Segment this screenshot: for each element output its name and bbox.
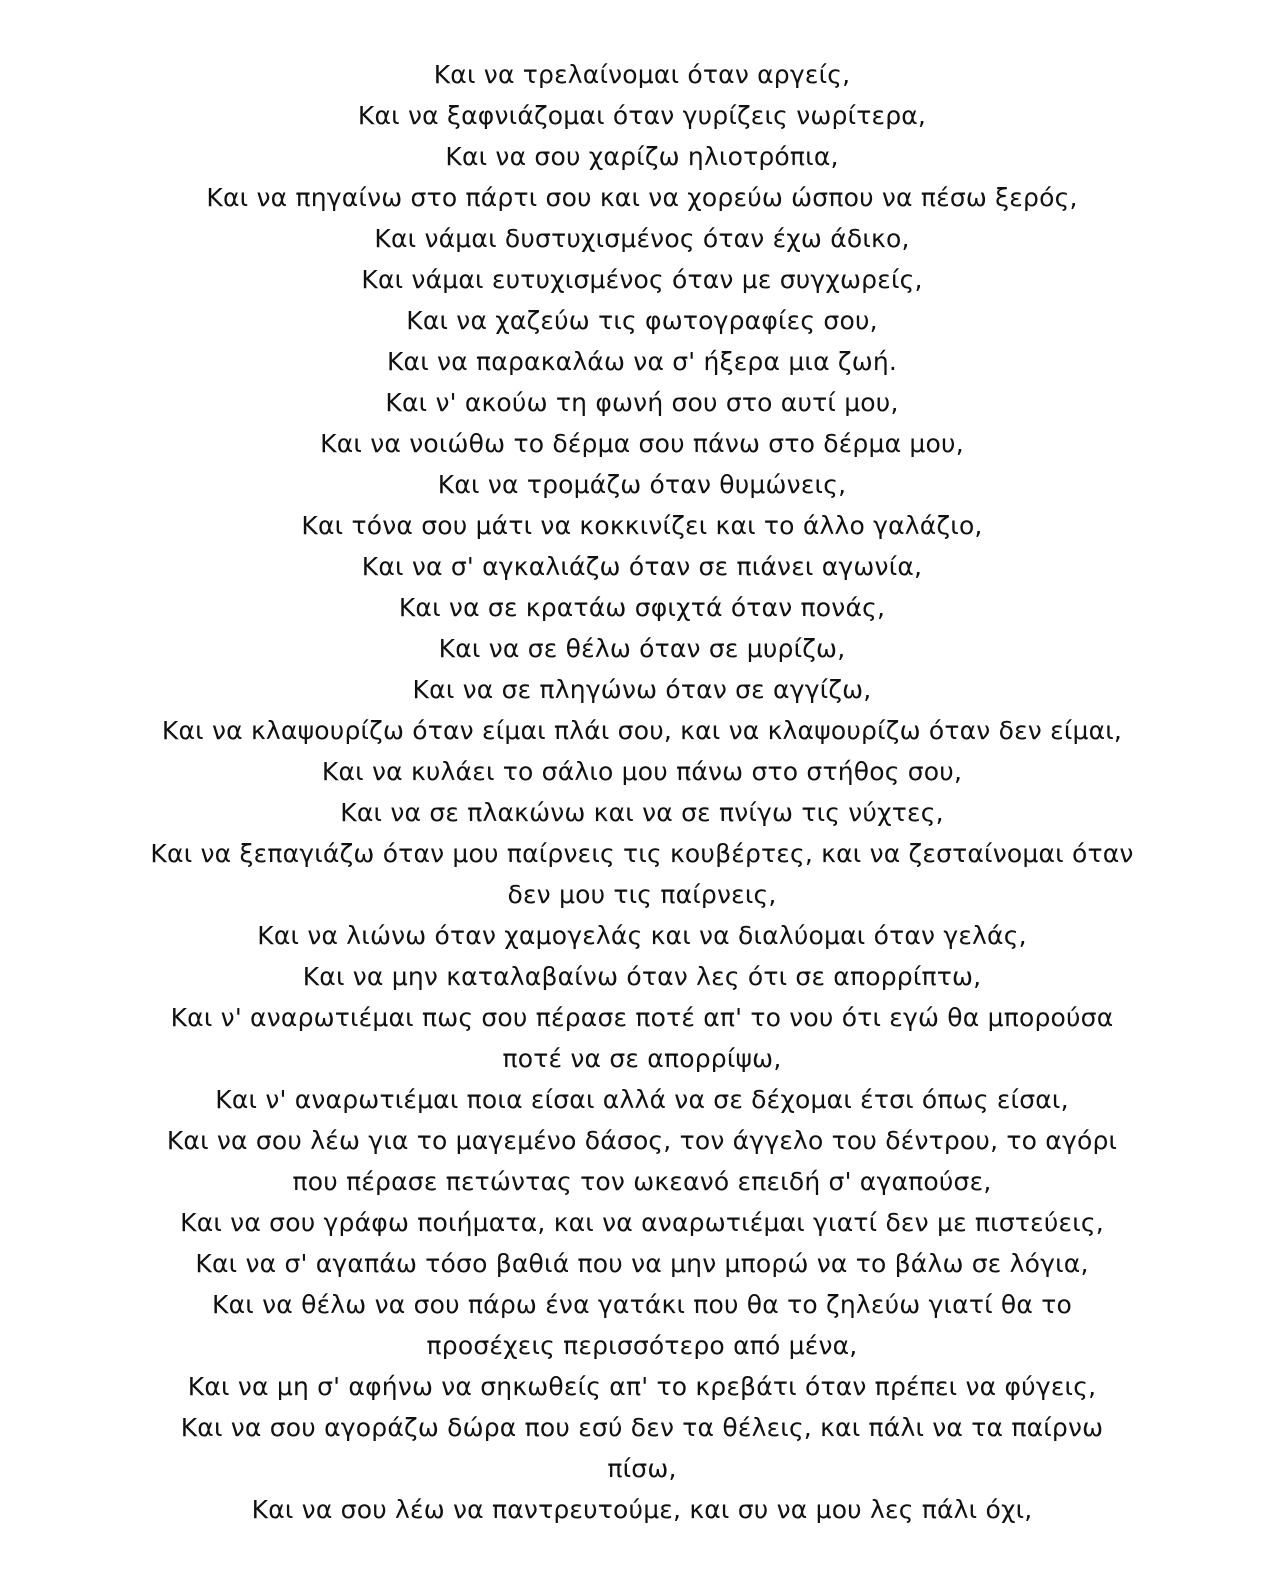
poem-line: Και να χαζεύω τις φωτογραφίες σου, [406, 306, 878, 335]
poem-line: Και να ξαφνιάζομαι όταν γυρίζεις νωρίτερα, [357, 101, 927, 130]
poem-line: Και να σου λέω να παντρευτούμε, και συ να μου λες πάλι όχι, [251, 1495, 1033, 1524]
poem-line: πίσω, [607, 1454, 677, 1483]
poem-line: Και να σε κρατάω σφιχτά όταν πονάς, [398, 593, 886, 622]
poem-line: Και να κυλάει το σάλιο μου πάνω στο στήθος σου, [321, 757, 963, 786]
poem-line: Και να ξεπαγιάζω όταν μου παίρνεις τις κουβέρτες, και να ζεσταίνομαι όταν [150, 839, 1134, 868]
poem-line: Και να τρελαίνομαι όταν αργείς, [433, 60, 851, 89]
poem-line: Και να σε πληγώνω όταν σε αγγίζω, [412, 675, 872, 704]
poem-line: Και νάμαι δυστυχισμένος όταν έχω άδικο, [374, 224, 910, 253]
poem-line: Και να σ' αγαπάω τόσο βαθιά που να μην μπορώ να το βάλω σε λόγια, [195, 1249, 1089, 1278]
poem-line: ποτέ να σε απορρίψω, [502, 1044, 782, 1073]
poem-line: Και να παρακαλάω να σ' ήξερα μια ζωή. [386, 347, 898, 376]
poem-line: Και νάμαι ευτυχισμένος όταν με συγχωρείς, [361, 265, 923, 294]
poem-text-block [0, 54, 1284, 1530]
poem-line: Και να σου λέω για το μαγεμένο δάσος, τον άγγελο του δέντρου, το αγόρι [166, 1126, 1118, 1155]
poem-line: Και να σου χαρίζω ηλιοτρόπια, [445, 142, 839, 171]
poem-line: Και τόνα σου μάτι να κοκκινίζει και το άλλο γαλάζιο, [301, 511, 983, 540]
poem-line: Και να πηγαίνω στο πάρτι σου και να χορεύω ώσπου να πέσω ξερός, [206, 183, 1078, 212]
poem-line: Και να νοιώθω το δέρμα σου πάνω στο δέρμα μου, [320, 429, 964, 458]
poem-line: Και να τρομάζω όταν θυμώνεις, [437, 470, 847, 499]
poem-line: δεν μου τις παίρνεις, [507, 880, 777, 909]
poem-line: Και ν' ακούω τη φωνή σου στο αυτί μου, [385, 388, 899, 417]
poem-line: Και να σου γράφω ποιήματα, και να αναρωτιέμαι γιατί δεν με πιστεύεις, [180, 1208, 1104, 1237]
poem-line: Και να μην καταλαβαίνω όταν λες ότι σε απορρίπτω, [302, 962, 982, 991]
poem-line: Και ν' αναρωτιέμαι ποια είσαι αλλά να σε δέχομαι έτσι όπως είσαι, [215, 1085, 1069, 1114]
poem-line: Και να μη σ' αφήνω να σηκωθείς απ' το κρεβάτι όταν πρέπει να φύγεις, [187, 1372, 1097, 1401]
poem-line: Και να κλαψουρίζω όταν είμαι πλάι σου, και να κλαψουρίζω όταν δεν είμαι, [161, 716, 1123, 745]
poem-line: Και ν' αναρωτιέμαι πως σου πέρασε ποτέ απ' το νου ότι εγώ θα μπορούσα [170, 1003, 1114, 1032]
poem-line: προσέχεις περισσότερο από μένα, [426, 1331, 858, 1360]
poem-line: Και να λιώνω όταν χαμογελάς και να διαλύομαι όταν γελάς, [257, 921, 1027, 950]
poem-line: Και να σου αγοράζω δώρα που εσύ δεν τα θέλεις, και πάλι να τα παίρνω [180, 1413, 1104, 1442]
poem-line: που πέρασε πετώντας τον ωκεανό επειδή σ' αγαπούσε, [292, 1167, 992, 1196]
poem-line: Και να θέλω να σου πάρω ένα γατάκι που θα το ζηλεύω γιατί θα το [212, 1290, 1072, 1319]
poem-line: Και να σε πλακώνω και να σε πνίγω τις νύχτες, [340, 798, 944, 827]
poem-line: Και να σ' αγκαλιάζω όταν σε πιάνει αγωνία, [361, 552, 923, 581]
poem-line: Και να σε θέλω όταν σε μυρίζω, [438, 634, 846, 663]
